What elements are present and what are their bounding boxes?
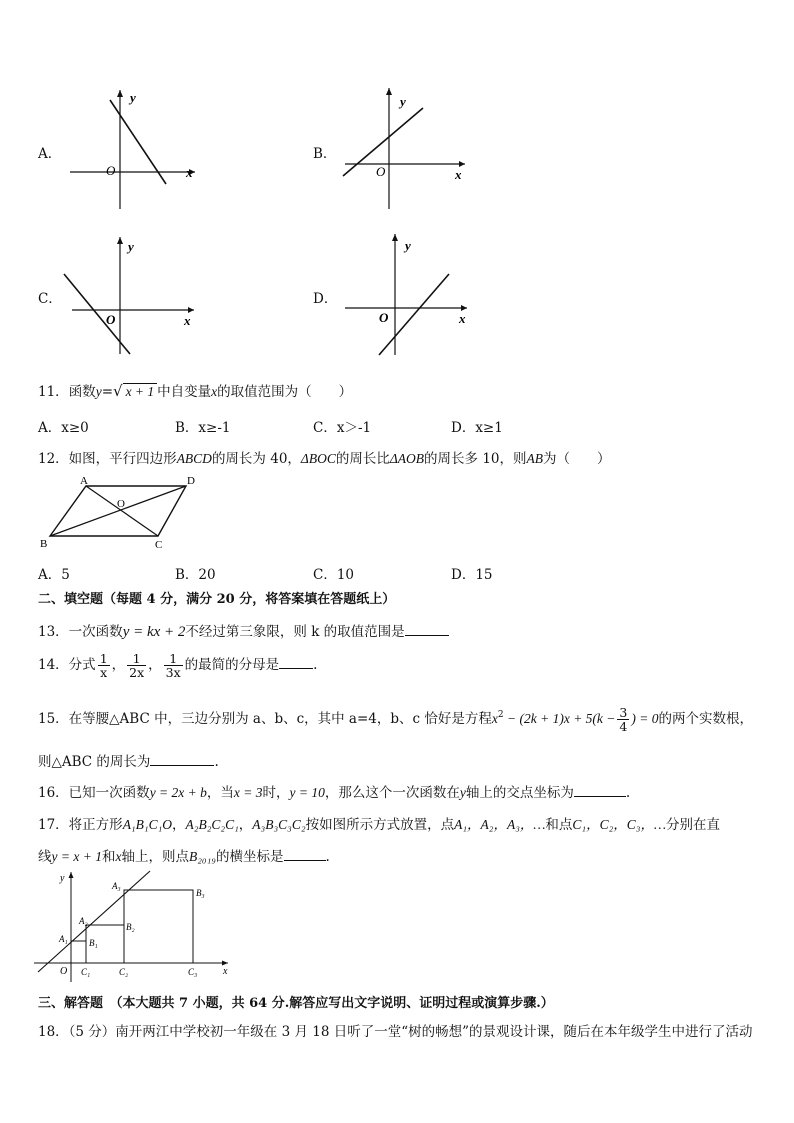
y-axis-label: y bbox=[405, 238, 411, 253]
section-2-heading: 二、填空题（每题 4 分，满分 20 分，将答案填在答题纸上） bbox=[38, 592, 396, 607]
q17-stem-line1: 17．将正方形A₁B₁C₁O，A₂B₂C₂C₁，A₃B₃C₃C₂按如图所示方式放置，点A₁，A₂，A₃，…和点C₁，C₂，C₃，…分别在直 bbox=[38, 817, 721, 833]
option-a-label: A． bbox=[38, 146, 62, 162]
q14-stem: 14．分式 $\frac{1}{x}$ ， $\frac{1}{2x}$ ， $\frac{1}{3x}$ 的最简的分母是 . bbox=[38, 651, 318, 681]
fig-origin-label: O bbox=[60, 966, 68, 977]
origin-label: O bbox=[376, 164, 386, 179]
origin-label: O bbox=[379, 310, 389, 325]
origin-label: O bbox=[106, 163, 116, 178]
fig-c1-label: C₁ bbox=[81, 967, 91, 977]
parallelogram-figure bbox=[36, 474, 206, 554]
section-3-heading: 三、解答题 （本大题共 7 小题，共 64 分.解答应写出文字说明、证明过程或演算步骤.） bbox=[38, 996, 554, 1011]
radicand: x + 1 bbox=[123, 383, 158, 399]
answer-blank[interactable] bbox=[405, 623, 449, 636]
x-axis-label: x bbox=[184, 313, 191, 328]
q15-stem-line2: 则△ABC 的周长为 . bbox=[38, 754, 219, 770]
sqrt-sign: √ bbox=[113, 382, 123, 400]
q11-option-a[interactable]: A．x≥0 bbox=[38, 420, 89, 436]
fig-y-label: y bbox=[60, 873, 65, 884]
fig-a1-label: A₁ bbox=[59, 934, 68, 944]
fig-b3-label: B₃ bbox=[196, 888, 205, 898]
q16-stem: 16．已知一次函数y = 2x + b，当x = 3时，y = 10，那么这个一次函数在y轴上的交点坐标为 . bbox=[38, 785, 631, 801]
q11-option-b[interactable]: B．x≥-1 bbox=[175, 420, 231, 436]
vertex-a-label: A bbox=[80, 475, 88, 487]
q11-option-d[interactable]: D．x≥1 bbox=[451, 420, 503, 436]
q12-option-d[interactable]: D．15 bbox=[451, 567, 493, 583]
fraction-3-4: $\frac{3}{4}$ bbox=[619, 705, 628, 735]
q12-option-b[interactable]: B．20 bbox=[175, 567, 216, 583]
fig-b1-label: B₁ bbox=[89, 938, 98, 948]
origin-label: O bbox=[106, 312, 116, 327]
q12-option-a[interactable]: A．5 bbox=[38, 567, 70, 583]
q13-stem: 13．一次函数y = kx + 2不经过第三象限，则 k 的取值范围是 bbox=[38, 620, 449, 641]
fig-x-label: x bbox=[223, 966, 228, 977]
fig-c3-label: C₃ bbox=[188, 967, 198, 977]
q12-option-c[interactable]: C．10 bbox=[313, 567, 355, 583]
fig-c2-label: C₂ bbox=[119, 967, 129, 977]
option-c-label: C． bbox=[38, 291, 62, 307]
q15-stem-line1: 15．在等腰△ABC 中，三边分别为 a、b、c，其中 a=4，b、c 恰好是方程$x^2 - (2k + 1)x + 5(k$ − $\frac{3}{4}$ ) = 0的两个实数根， bbox=[38, 705, 753, 735]
vertex-c-label: C bbox=[155, 539, 163, 551]
x-axis-label: x bbox=[459, 311, 466, 326]
option-b-graph bbox=[335, 84, 475, 214]
answer-blank[interactable] bbox=[574, 784, 626, 797]
fig-a2-label: A₂ bbox=[79, 916, 88, 926]
y-axis-label: y bbox=[400, 94, 406, 109]
answer-blank[interactable] bbox=[279, 656, 313, 669]
option-d-label: D． bbox=[313, 291, 338, 307]
q11-stem: 11．函数y=√ x + 1 中自变量x的取值范围为（ ） bbox=[38, 382, 353, 400]
x-axis-label: x bbox=[186, 165, 193, 180]
fraction-1: $\frac{1}{x}$ bbox=[99, 651, 108, 681]
answer-blank[interactable] bbox=[284, 848, 326, 861]
x-axis-label: x bbox=[455, 167, 462, 182]
fig-b2-label: B₂ bbox=[126, 922, 135, 932]
fig-a3-label: A₃ bbox=[112, 881, 121, 891]
answer-blank[interactable] bbox=[150, 753, 214, 766]
fraction-3: $\frac{1}{3x}$ bbox=[165, 651, 181, 681]
squares-staircase-figure bbox=[30, 866, 240, 986]
q18-stem: 18．（5 分）南开两江中学校初一年级在 3 月 18 日听了一堂“树的畅想”的景观设计课，随后在本年级学生中进行了活动 bbox=[38, 1024, 753, 1040]
vertex-b-label: B bbox=[40, 538, 48, 550]
option-b-label: B． bbox=[313, 146, 337, 162]
vertex-d-label: D bbox=[187, 475, 195, 487]
option-a-graph bbox=[60, 84, 205, 214]
y-axis-label: y bbox=[130, 90, 136, 105]
option-d-graph bbox=[335, 230, 475, 360]
fraction-2: $\frac{1}{2x}$ bbox=[129, 651, 145, 681]
center-o-label: O bbox=[117, 498, 125, 510]
q17-stem-line2: 线y = x + 1和x轴上，则点B₂₀₁₉的横坐标是 . bbox=[38, 849, 330, 865]
y-axis-label: y bbox=[128, 239, 134, 254]
q12-stem: 12．如图，平行四边形ABCD的周长为 40，ΔBOC的周长比ΔAOB的周长多 10，则AB为（ ） bbox=[38, 451, 611, 467]
option-c-graph bbox=[60, 232, 205, 360]
q11-option-c[interactable]: C．x＞-1 bbox=[313, 420, 372, 436]
